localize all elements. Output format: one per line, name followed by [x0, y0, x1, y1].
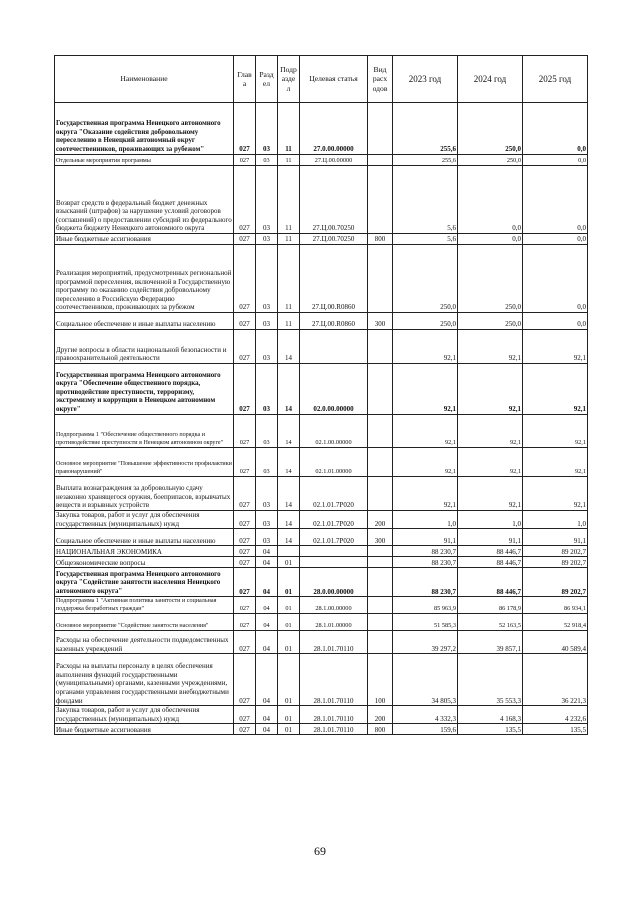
cell-subsection: 14	[278, 364, 300, 415]
table-row	[55, 724, 588, 735]
cell-name: Основное мероприятие "Повышение эффективности профилактики правонарушений"	[55, 448, 234, 477]
cell-chapter: 027	[234, 529, 256, 546]
cell-section: 04	[256, 614, 278, 631]
cell-chapter: 027	[234, 448, 256, 477]
cell-y2024: 0,0	[458, 234, 523, 245]
cell-y2024: 135,5	[458, 724, 523, 735]
cell-y2025: 4 232,6	[523, 706, 588, 724]
cell-y2024: 52 163,5	[458, 614, 523, 631]
cell-y2024: 88 446,7	[458, 557, 523, 568]
header-kind: Вид расх одов	[368, 56, 393, 103]
cell-section: 04	[256, 724, 278, 735]
cell-target: 27.Ц.00.00000	[300, 155, 368, 166]
cell-y2023: 250,0	[393, 245, 458, 313]
cell-target: 28.1.01.70110	[300, 654, 368, 706]
cell-section: 04	[256, 597, 278, 614]
cell-kind: 200	[368, 706, 393, 724]
cell-section: 04	[256, 546, 278, 557]
cell-section: 03	[256, 166, 278, 234]
cell-kind	[368, 364, 393, 415]
cell-y2023: 92,1	[393, 364, 458, 415]
table-row	[55, 511, 588, 529]
cell-y2023: 4 332,3	[393, 706, 458, 724]
table-body	[55, 103, 588, 735]
cell-name: Подпрограмма 1 "Активная политика занятости и социальная поддержка безработных граждан"	[55, 597, 234, 614]
cell-chapter: 027	[234, 546, 256, 557]
cell-y2023: 255,6	[393, 155, 458, 166]
cell-y2025: 0,0	[523, 103, 588, 155]
cell-chapter: 027	[234, 166, 256, 234]
header-2023: 2023 год	[393, 56, 458, 103]
cell-section: 03	[256, 313, 278, 330]
cell-subsection: 14	[278, 330, 300, 364]
table-row	[55, 330, 588, 364]
cell-name: Социальное обеспечение и иные выплаты населению	[55, 313, 234, 330]
cell-y2024: 250,0	[458, 245, 523, 313]
cell-name: Государственная программа Ненецкого автономного округа "Обеспечение общественного порядка, противодействие преступности, терроризму, экстремизму и коррупции в Ненецком автономном округе"	[55, 364, 234, 415]
cell-y2024: 91,1	[458, 529, 523, 546]
cell-y2024: 0,0	[458, 166, 523, 234]
cell-kind	[368, 103, 393, 155]
header-2024: 2024 год	[458, 56, 523, 103]
cell-target: 27.Ц.00.70250	[300, 166, 368, 234]
cell-target: 28.1.01.70110	[300, 706, 368, 724]
cell-subsection: 11	[278, 103, 300, 155]
cell-chapter: 027	[234, 234, 256, 245]
cell-chapter: 027	[234, 364, 256, 415]
cell-chapter: 027	[234, 245, 256, 313]
header-2025: 2025 год	[523, 56, 588, 103]
table-header-row	[55, 56, 588, 103]
cell-section: 04	[256, 568, 278, 597]
cell-subsection: 14	[278, 477, 300, 511]
cell-section: 04	[256, 654, 278, 706]
cell-y2023: 88 230,7	[393, 546, 458, 557]
cell-y2025: 89 202,7	[523, 546, 588, 557]
cell-kind: 100	[368, 654, 393, 706]
cell-name: Другие вопросы в области национальной безопасности и правоохранительной деятельности	[55, 330, 234, 364]
cell-name: Закупка товаров, работ и услуг для обеспечения государственных (муниципальных) нужд	[55, 706, 234, 724]
cell-chapter: 027	[234, 155, 256, 166]
cell-subsection: 01	[278, 597, 300, 614]
cell-target: 28.1.01.70110	[300, 631, 368, 654]
cell-subsection: 01	[278, 614, 300, 631]
table-row	[55, 448, 588, 477]
cell-y2024: 92,1	[458, 448, 523, 477]
cell-target: 27.Ц.00.R0860	[300, 313, 368, 330]
cell-y2023: 5,6	[393, 234, 458, 245]
cell-section: 03	[256, 511, 278, 529]
table-row	[55, 234, 588, 245]
cell-subsection: 11	[278, 166, 300, 234]
table-row	[55, 706, 588, 724]
cell-y2025: 0,0	[523, 166, 588, 234]
cell-name: Отдельные мероприятия программы	[55, 155, 234, 166]
cell-y2024: 250,0	[458, 155, 523, 166]
cell-section: 03	[256, 448, 278, 477]
cell-subsection: 14	[278, 448, 300, 477]
table-row	[55, 477, 588, 511]
cell-chapter: 027	[234, 511, 256, 529]
cell-y2024: 88 446,7	[458, 546, 523, 557]
cell-y2024: 92,1	[458, 477, 523, 511]
cell-subsection: 01	[278, 557, 300, 568]
cell-y2025: 89 202,7	[523, 557, 588, 568]
cell-chapter: 027	[234, 557, 256, 568]
cell-y2023: 92,1	[393, 330, 458, 364]
cell-chapter: 027	[234, 415, 256, 448]
cell-y2025: 86 934,1	[523, 597, 588, 614]
cell-subsection: 14	[278, 511, 300, 529]
cell-y2023: 92,1	[393, 448, 458, 477]
header-subsection: Подр азде л	[278, 56, 300, 103]
cell-section: 03	[256, 330, 278, 364]
cell-name: НАЦИОНАЛЬНАЯ ЭКОНОМИКА	[55, 546, 234, 557]
cell-chapter: 027	[234, 631, 256, 654]
cell-y2025: 1,0	[523, 511, 588, 529]
cell-section: 04	[256, 631, 278, 654]
cell-kind	[368, 546, 393, 557]
cell-name: Общеэкономические вопросы	[55, 557, 234, 568]
cell-name: Социальное обеспечение и иные выплаты населению	[55, 529, 234, 546]
cell-chapter: 027	[234, 706, 256, 724]
cell-kind	[368, 568, 393, 597]
cell-y2023: 250,0	[393, 313, 458, 330]
cell-kind: 300	[368, 313, 393, 330]
cell-section: 03	[256, 234, 278, 245]
cell-subsection: 01	[278, 631, 300, 654]
cell-subsection: 01	[278, 654, 300, 706]
cell-chapter: 027	[234, 313, 256, 330]
header-target: Целевая статья	[300, 56, 368, 103]
cell-y2025: 92,1	[523, 364, 588, 415]
table-row	[55, 155, 588, 166]
cell-target: 02.1.01.00000	[300, 448, 368, 477]
cell-target: 02.1.00.00000	[300, 415, 368, 448]
cell-name: Основное мероприятие "Содействие занятости населения"	[55, 614, 234, 631]
cell-kind	[368, 155, 393, 166]
cell-kind	[368, 166, 393, 234]
cell-kind	[368, 557, 393, 568]
cell-section: 03	[256, 529, 278, 546]
cell-y2023: 85 963,9	[393, 597, 458, 614]
cell-section: 04	[256, 706, 278, 724]
table-row	[55, 546, 588, 557]
cell-kind: 800	[368, 724, 393, 735]
cell-y2024: 39 857,1	[458, 631, 523, 654]
cell-chapter: 027	[234, 103, 256, 155]
cell-kind: 300	[368, 529, 393, 546]
table-row	[55, 529, 588, 546]
cell-y2024: 88 446,7	[458, 568, 523, 597]
cell-chapter: 027	[234, 614, 256, 631]
cell-kind: 200	[368, 511, 393, 529]
cell-subsection: 14	[278, 529, 300, 546]
cell-y2025: 0,0	[523, 313, 588, 330]
cell-section: 03	[256, 245, 278, 313]
cell-name: Реализация мероприятий, предусмотренных региональной программой переселения, включенной в Государственную программу по оказанию содействия добровольному переселению в Российскую Федерацию соотечественников, проживающих за рубежом	[55, 245, 234, 313]
cell-y2024: 35 553,3	[458, 654, 523, 706]
cell-section: 03	[256, 477, 278, 511]
cell-kind	[368, 245, 393, 313]
cell-y2024: 92,1	[458, 364, 523, 415]
cell-target: 02.1.01.7Р020	[300, 511, 368, 529]
cell-kind	[368, 448, 393, 477]
cell-y2025: 92,1	[523, 330, 588, 364]
cell-name: Возврат средств в федеральный бюджет денежных взысканий (штрафов) за нарушение условий договоров (соглашений) о предоставлении субсидий из федерального бюджета бюджету Ненецкого автономного округа	[55, 166, 234, 234]
cell-target: 27.0.00.00000	[300, 103, 368, 155]
cell-y2023: 39 297,2	[393, 631, 458, 654]
cell-y2023: 92,1	[393, 415, 458, 448]
cell-y2025: 91,1	[523, 529, 588, 546]
cell-name: Иные бюджетные ассигнования	[55, 234, 234, 245]
cell-y2025: 92,1	[523, 477, 588, 511]
cell-chapter: 027	[234, 724, 256, 735]
cell-target: 02.1.01.7Р020	[300, 477, 368, 511]
cell-target: 28.1.01.00000	[300, 614, 368, 631]
cell-y2023: 5,6	[393, 166, 458, 234]
cell-subsection: 01	[278, 724, 300, 735]
cell-target: 28.0.00.00000	[300, 568, 368, 597]
cell-y2025: 0,0	[523, 155, 588, 166]
cell-section: 04	[256, 557, 278, 568]
table-row	[55, 631, 588, 654]
cell-kind	[368, 597, 393, 614]
page-number: 69	[314, 844, 326, 858]
cell-y2024: 1,0	[458, 511, 523, 529]
header-chapter: Глав а	[234, 56, 256, 103]
cell-kind	[368, 614, 393, 631]
cell-section: 03	[256, 155, 278, 166]
cell-subsection: 11	[278, 155, 300, 166]
cell-kind	[368, 330, 393, 364]
table-row	[55, 364, 588, 415]
cell-subsection: 11	[278, 234, 300, 245]
cell-name: Закупка товаров, работ и услуг для обеспечения государственных (муниципальных) нужд	[55, 511, 234, 529]
cell-subsection: 01	[278, 706, 300, 724]
cell-y2024: 4 168,3	[458, 706, 523, 724]
table-row	[55, 568, 588, 597]
cell-y2025: 36 221,3	[523, 654, 588, 706]
cell-y2023: 51 585,3	[393, 614, 458, 631]
cell-y2025: 135,5	[523, 724, 588, 735]
cell-subsection: 14	[278, 415, 300, 448]
table-row	[55, 313, 588, 330]
cell-target: 02.1.01.7Р020	[300, 529, 368, 546]
cell-target: 28.1.01.70110	[300, 724, 368, 735]
cell-y2023: 159,6	[393, 724, 458, 735]
cell-subsection: 11	[278, 245, 300, 313]
cell-target	[300, 330, 368, 364]
table-row	[55, 557, 588, 568]
header-name: Наименование	[55, 56, 234, 103]
cell-target: 28.1.00.00000	[300, 597, 368, 614]
cell-y2023: 34 805,3	[393, 654, 458, 706]
cell-y2025: 52 918,4	[523, 614, 588, 631]
cell-name: Иные бюджетные ассигнования	[55, 724, 234, 735]
cell-kind	[368, 477, 393, 511]
cell-y2024: 92,1	[458, 415, 523, 448]
cell-section: 03	[256, 415, 278, 448]
cell-kind: 800	[368, 234, 393, 245]
table-row	[55, 245, 588, 313]
cell-name: Расходы на выплаты персоналу в целях обеспечения выполнения функций государственными (муниципальными) органами, казенными учреждениями, органами управления государственными внебюджетными фондами	[55, 654, 234, 706]
cell-y2024: 250,0	[458, 103, 523, 155]
cell-kind	[368, 631, 393, 654]
cell-y2023: 255,6	[393, 103, 458, 155]
cell-chapter: 027	[234, 330, 256, 364]
cell-y2025: 0,0	[523, 245, 588, 313]
cell-y2023: 91,1	[393, 529, 458, 546]
cell-name: Выплата вознаграждения за добровольную сдачу незаконно хранящегося оружия, боеприпасов, взрывчатых веществ и взрывных устройств	[55, 477, 234, 511]
cell-y2025: 89 202,7	[523, 568, 588, 597]
cell-subsection	[278, 546, 300, 557]
table-row	[55, 614, 588, 631]
table-row	[55, 166, 588, 234]
cell-name: Подпрограмма 1 "Обеспечение общественного порядка и противодействие преступности в Ненецком автономном округе"	[55, 415, 234, 448]
cell-y2024: 86 178,9	[458, 597, 523, 614]
cell-chapter: 027	[234, 597, 256, 614]
table-row	[55, 415, 588, 448]
cell-name: Государственная программа Ненецкого автономного округа "Содействие занятости населения Ненецкого автономного округа"	[55, 568, 234, 597]
cell-y2024: 250,0	[458, 313, 523, 330]
cell-y2025: 0,0	[523, 234, 588, 245]
cell-y2023: 1,0	[393, 511, 458, 529]
cell-section: 03	[256, 364, 278, 415]
cell-y2023: 92,1	[393, 477, 458, 511]
cell-section: 03	[256, 103, 278, 155]
cell-target: 02.0.00.00000	[300, 364, 368, 415]
cell-y2023: 88 230,7	[393, 568, 458, 597]
cell-target: 27.Ц.00.70250	[300, 234, 368, 245]
cell-subsection: 11	[278, 313, 300, 330]
cell-y2025: 92,1	[523, 448, 588, 477]
cell-target: 27.Ц.00.R0860	[300, 245, 368, 313]
cell-name: Расходы на обеспечение деятельности подведомственных казенных учреждений	[55, 631, 234, 654]
header-section: Разд ел	[256, 56, 278, 103]
cell-target	[300, 546, 368, 557]
cell-y2023: 88 230,7	[393, 557, 458, 568]
cell-chapter: 027	[234, 654, 256, 706]
cell-y2025: 40 589,4	[523, 631, 588, 654]
cell-target	[300, 557, 368, 568]
cell-y2025: 92,1	[523, 415, 588, 448]
budget-table	[54, 55, 588, 735]
cell-name: Государственная программа Ненецкого автономного округа "Оказание содействия добровольному переселению в Ненецкий автономный округ соотечественников, проживающих за рубежом"	[55, 103, 234, 155]
cell-chapter: 027	[234, 477, 256, 511]
table-row	[55, 103, 588, 155]
cell-chapter: 027	[234, 568, 256, 597]
cell-kind	[368, 415, 393, 448]
table-row	[55, 654, 588, 706]
cell-y2024: 92,1	[458, 330, 523, 364]
table-row	[55, 597, 588, 614]
cell-subsection: 01	[278, 568, 300, 597]
